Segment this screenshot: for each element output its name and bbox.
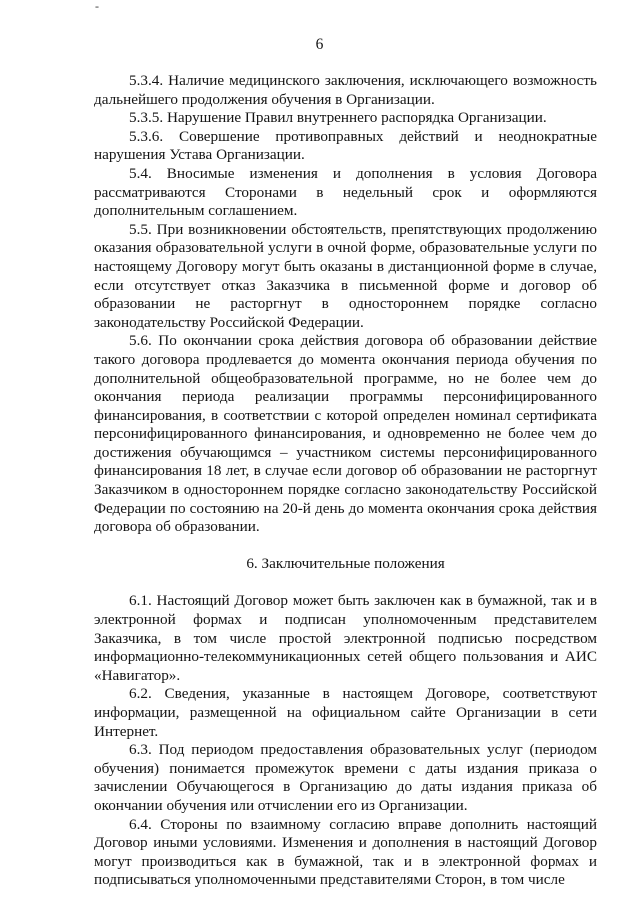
clause-6-2: 6.2. Сведения, указанные в настоящем Договоре, соответствуют информации, размещенной на официальном сайте Организации в сети Интернет. <box>94 685 597 740</box>
clause-5-6: 5.6. По окончании срока действия договора об образовании действие такого договора продлевается до момента окончания периода обучения по дополнительной общеобразовательной программе, но не более чем до окончания периода реализации программы персонифицированного финансирования, в соответствии с которой определен номинал сертификата персонифицированного финансирования, и одновременно не более чем до достижения обучающимся – участником системы персонифицированного финансирования 18 лет, в случае если договор об образовании не расторгнут Заказчиком в одностороннем порядке согласно законодательству Российской Федерации по состоянию на 20-й день до момента окончания срока действия договора об образовании. <box>94 332 597 536</box>
page-number: 6 <box>315 36 324 53</box>
scan-mark: - <box>95 0 99 13</box>
section-heading: 6. Заключительные положения <box>246 554 445 572</box>
clause-5-3-4: 5.3.4. Наличие медицинского заключения, исключающего возможность дальнейшего продолжения обучения в Организации. <box>94 72 597 108</box>
clause-6-4: 6.4. Стороны по взаимному согласию вправе дополнить настоящий Договор иными условиями. Изменения и дополнения в настоящий Договор могут производиться как в бумажной, так и в электронной формах и подписываться уполномоченными представителями Сторон, в том числе <box>94 815 597 889</box>
clause-5-3-5: 5.3.5. Нарушение Правил внутреннего распорядка Организации. <box>129 109 547 127</box>
clause-5-5: 5.5. При возникновении обстоятельств, препятствующих продолжению оказания образовательной услуги в очной форме, образовательные услуги по настоящему Договору могут быть оказаны в дистанционной форме в случае, если отсутствует отказ Заказчика в письменной форме и договор об образовании не расторгнут в одностороннем порядке согласно законодательству Российской Федерации. <box>94 220 597 331</box>
clause-6-1: 6.1. Настоящий Договор может быть заключен как в бумажной, так и в электронной формах и подписан уполномоченным представителем Заказчика, в том числе простой электронной подписью посредством информационно-телекоммуникационных сетей общего пользования и АИС «Навигатор». <box>94 592 597 684</box>
clause-5-3-6: 5.3.6. Совершение противоправных действий и неоднократные нарушения Устава Организации. <box>94 127 597 164</box>
document-body <box>94 72 597 890</box>
clause-5-4: 5.4. Вносимые изменения и дополнения в условия Договора рассматриваются Сторонами в недельный срок и оформляются дополнительным соглашением. <box>94 164 597 220</box>
clause-6-3: 6.3. Под периодом предоставления образовательных услуг (периодом обучения) понимается промежуток времени с даты издания приказа о зачислении Обучающегося в Организацию до даты издания приказа об окончании обучения или отчислении его из Организации. <box>94 741 597 814</box>
